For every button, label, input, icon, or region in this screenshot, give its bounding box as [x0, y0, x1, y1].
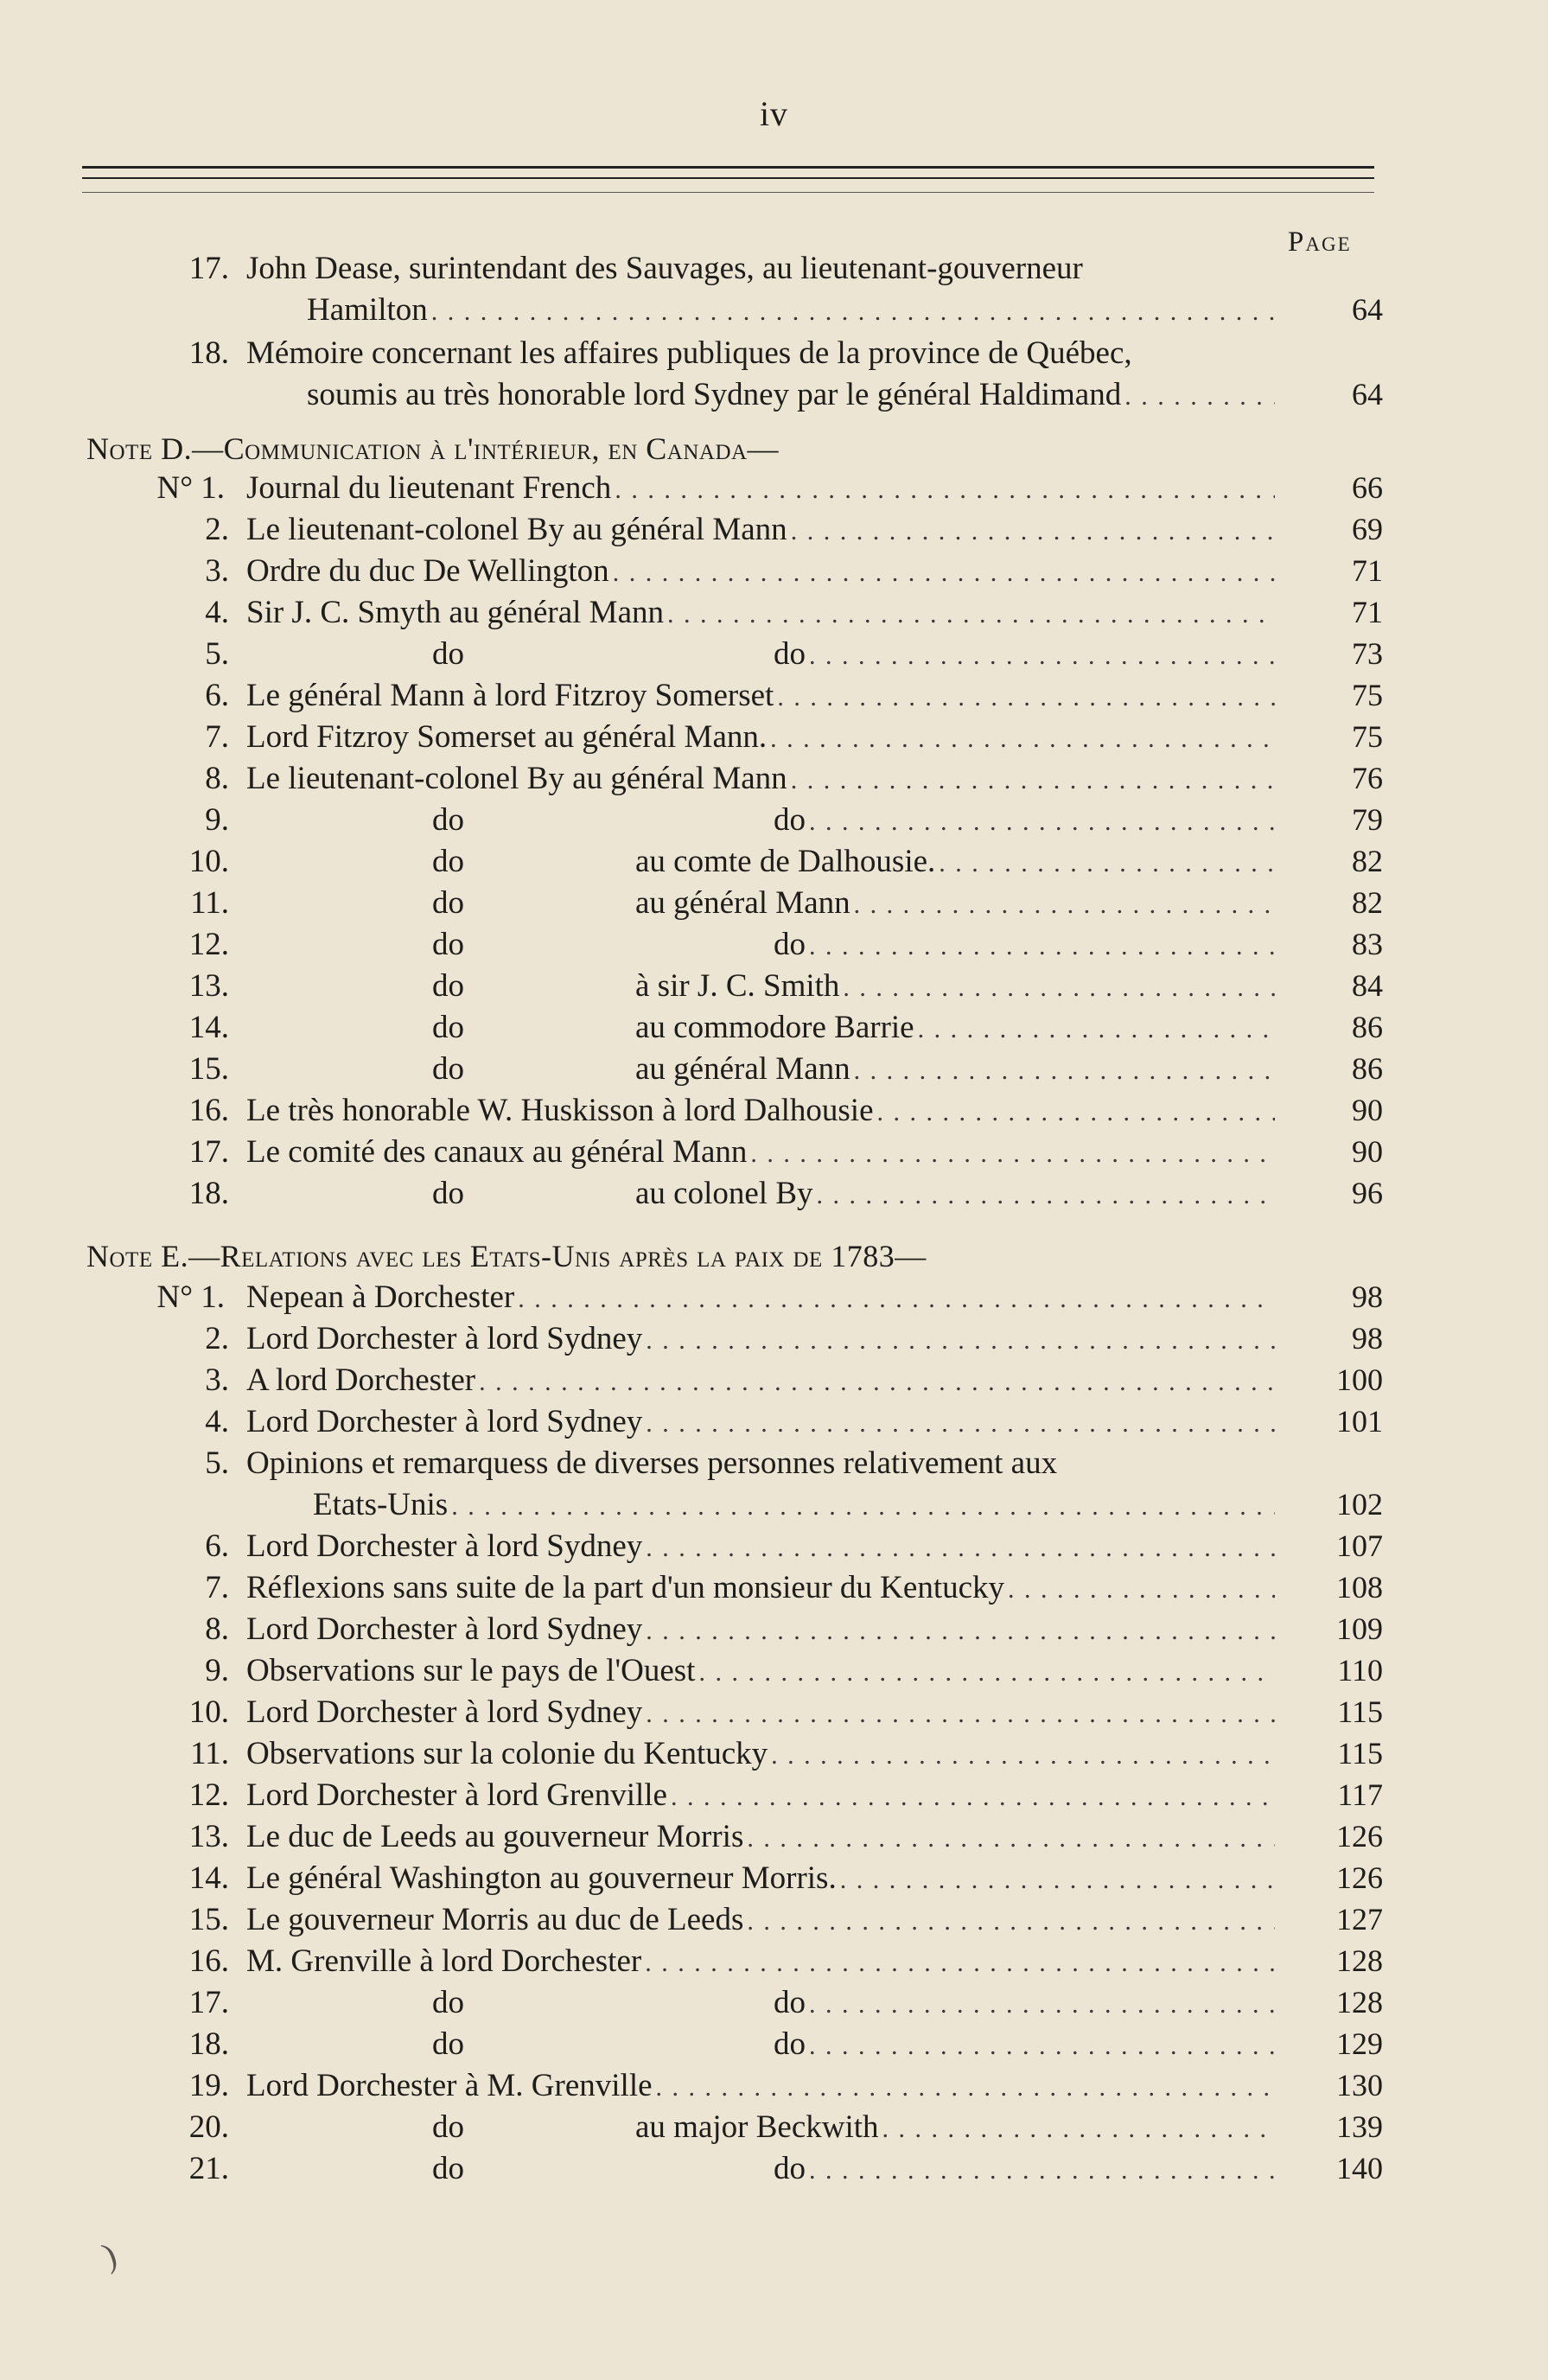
- entry-number: 17.: [188, 1134, 229, 1170]
- dot-leader: [791, 768, 1275, 794]
- entry-page: 98: [1352, 1321, 1383, 1356]
- dot-leader: [791, 519, 1275, 545]
- entry-title: Le lieutenant-colonel By au général Mann: [246, 761, 787, 796]
- entry-page: 86: [1352, 1051, 1383, 1086]
- toc-entry: [0, 680, 1548, 714]
- entry-number: 11.: [190, 1736, 229, 1771]
- entry-number: 19.: [188, 2068, 229, 2103]
- entry-title-row: [246, 1530, 1275, 1562]
- ditto-recipient: do: [774, 927, 806, 962]
- entry-number: 20.: [188, 2109, 229, 2145]
- entry-title-row: [246, 1696, 1275, 1728]
- entry-number: 7.: [205, 719, 229, 755]
- entry-number: 12.: [188, 1777, 229, 1813]
- entry-title: Lord Dorchester à lord Sydney: [246, 1528, 643, 1564]
- toc-entry: [0, 1530, 1548, 1565]
- entry-page: 71: [1352, 553, 1383, 588]
- entry-number: 13.: [188, 1819, 229, 1854]
- toc-entry: [0, 1011, 1548, 1046]
- entry-title-row: [246, 762, 1275, 794]
- entry-number: 5.: [205, 1445, 229, 1481]
- ditto-author: do: [432, 2109, 464, 2145]
- entry-title-row: [246, 1094, 1275, 1126]
- entry-page: 129: [1336, 2026, 1383, 2061]
- entry-title-row: [246, 1323, 1275, 1355]
- dot-leader: [771, 1743, 1275, 1769]
- entry-number: 6.: [205, 1528, 229, 1564]
- entry-number: 11.: [190, 885, 229, 921]
- header-rule-thin: [82, 177, 1374, 179]
- entry-number: 9.: [205, 802, 229, 838]
- toc-entry: [0, 1738, 1548, 1772]
- ditto-author: do: [432, 927, 464, 962]
- entry-page: 98: [1352, 1279, 1383, 1314]
- toc-entry: [0, 845, 1548, 880]
- entry-title-row: [246, 555, 1275, 587]
- ditto-recipient-row: [635, 970, 1275, 1002]
- entry-page: 75: [1352, 678, 1383, 712]
- entry-number: 14.: [188, 1010, 229, 1045]
- toc-entry: [0, 597, 1548, 631]
- entry-title-row: [246, 680, 1275, 711]
- entry-title: Le gouverneur Morris au duc de Leeds: [246, 1902, 744, 1937]
- entry-page: 101: [1336, 1404, 1383, 1439]
- dot-leader: [615, 477, 1275, 503]
- ditto-recipient: do: [774, 2026, 806, 2062]
- entry-number: 4.: [205, 595, 229, 630]
- entry-page: 83: [1352, 927, 1383, 961]
- entry-page: 109: [1336, 1611, 1383, 1646]
- ditto-author: do: [432, 968, 464, 1004]
- entry-number: 5.: [205, 636, 229, 672]
- entry-title: Le général Mann à lord Fitzroy Somerset: [246, 678, 774, 713]
- entry-title: Journal du lieutenant French: [246, 470, 612, 506]
- entry-number: 13.: [188, 968, 229, 1004]
- ditto-recipient: au général Mann: [635, 1051, 850, 1087]
- entry-title-line: soumis au très honorable lord Sydney par le général Haldimand: [307, 377, 1122, 412]
- entry-number: 16.: [188, 1093, 229, 1128]
- entry-title-row: [246, 1904, 1275, 1936]
- toc-entry: [0, 1821, 1548, 1855]
- entry-page: 73: [1352, 636, 1383, 671]
- entry-number: 10.: [188, 1694, 229, 1730]
- entry-title-row: [307, 379, 1275, 411]
- toc-entry: [0, 555, 1548, 590]
- ditto-recipient: do: [774, 636, 806, 672]
- entry-page: 76: [1352, 761, 1383, 795]
- toc-entry: [0, 887, 1548, 922]
- toc-entry: [0, 1053, 1548, 1088]
- dot-leader: [451, 1494, 1275, 1520]
- entry-page: 107: [1336, 1528, 1383, 1563]
- ditto-recipient: au comte de Dalhousie.: [635, 844, 936, 879]
- toc-entry: [0, 1613, 1548, 1648]
- entry-title-row: [246, 1406, 1275, 1438]
- dot-leader: [667, 602, 1275, 628]
- entry-title-row: [246, 1945, 1275, 1977]
- entry-title-row: [246, 1281, 1275, 1313]
- entry-title: Observations sur la colonie du Kentucky: [246, 1736, 768, 1771]
- dot-leader: [817, 1183, 1275, 1209]
- dot-leader: [809, 2033, 1275, 2059]
- entry-title-row: [246, 1779, 1275, 1811]
- ditto-recipient-row: [635, 1177, 1275, 1209]
- entry-page: 84: [1352, 968, 1383, 1003]
- entry-title-row: [246, 1821, 1275, 1853]
- toc-entry: [0, 1177, 1548, 1212]
- entry-page: 115: [1337, 1736, 1383, 1771]
- entry-title-row: [246, 597, 1275, 628]
- dot-leader: [843, 975, 1275, 1001]
- entry-page: 127: [1336, 1902, 1383, 1937]
- entry-page: 128: [1336, 1985, 1383, 2019]
- entry-page: 90: [1352, 1093, 1383, 1127]
- toc-entry: [0, 472, 1548, 507]
- entry-number: 6.: [205, 678, 229, 713]
- dot-leader: [646, 1618, 1275, 1644]
- dot-leader: [747, 1826, 1275, 1852]
- dot-leader: [646, 1411, 1275, 1437]
- ditto-recipient: au colonel By: [635, 1176, 813, 1211]
- entry-page: 64: [1352, 377, 1383, 412]
- toc-entry: [0, 1364, 1548, 1399]
- toc-entry: [0, 762, 1548, 797]
- entry-title: Lord Dorchester à lord Sydney: [246, 1694, 643, 1730]
- toc-entry: [0, 1904, 1548, 1938]
- ditto-author: do: [432, 1051, 464, 1087]
- note-e-title: Relations avec les Etats-Unis après la paix de 1783—: [220, 1239, 927, 1273]
- ditto-recipient-row: [635, 887, 1275, 919]
- entry-title: M. Grenville à lord Dorchester: [246, 1943, 642, 1979]
- ditto-recipient: au commodore Barrie: [635, 1010, 914, 1045]
- dot-leader: [431, 299, 1275, 325]
- entry-page: 140: [1336, 2151, 1383, 2185]
- ditto-recipient-row: [774, 638, 1275, 670]
- ditto-recipient: au major Beckwith: [635, 2109, 879, 2145]
- entry-page: 117: [1337, 1777, 1383, 1812]
- entry-page: 108: [1336, 1570, 1383, 1605]
- header-rule-thick: [82, 166, 1374, 169]
- entry-number: 2.: [205, 1321, 229, 1356]
- entry-title-line: Mémoire concernant les affaires publiques de la province de Québec,: [246, 335, 1132, 371]
- entry-title: Le très honorable W. Huskisson à lord Dalhousie: [246, 1093, 874, 1128]
- dot-leader: [854, 892, 1275, 918]
- entry-page: 110: [1337, 1653, 1383, 1688]
- dot-leader: [613, 560, 1275, 586]
- dot-leader: [770, 726, 1275, 752]
- ditto-recipient: do: [774, 1985, 806, 2020]
- note-e-prefix: Note E.—: [86, 1239, 220, 1273]
- toc-entry: [0, 928, 1548, 963]
- entry-title-line: Opinions et remarquess de diverses personnes relativement aux: [246, 1445, 1058, 1481]
- entry-number: 15.: [188, 1051, 229, 1087]
- entry-number: 7.: [205, 1570, 229, 1605]
- entry-title-row: [246, 1862, 1275, 1894]
- entry-title-row: [246, 1572, 1275, 1604]
- toc-entry: [0, 2028, 1548, 2063]
- entry-number: 12.: [188, 927, 229, 962]
- entry-page: 126: [1336, 1860, 1383, 1895]
- entry-page: 79: [1352, 802, 1383, 837]
- ditto-recipient-row: [635, 1011, 1275, 1043]
- ditto-recipient-row: [774, 804, 1275, 836]
- dot-leader: [750, 1141, 1275, 1167]
- ditto-author: do: [432, 1010, 464, 1045]
- entry-page: 90: [1352, 1134, 1383, 1169]
- entry-page: 86: [1352, 1010, 1383, 1044]
- entry-number: 10.: [188, 844, 229, 879]
- dot-leader: [777, 685, 1275, 711]
- toc-entry: [0, 1945, 1548, 1980]
- entry-title: Observations sur le pays de l'Ouest: [246, 1653, 696, 1688]
- dot-leader: [882, 2116, 1275, 2142]
- entry-title: Ordre du duc De Wellington: [246, 553, 609, 589]
- entry-page: 100: [1336, 1362, 1383, 1397]
- toc-entry: [0, 1094, 1548, 1129]
- page-column-header: Page: [1288, 227, 1352, 258]
- entry-page: 115: [1337, 1694, 1383, 1729]
- toc-entry: [0, 514, 1548, 548]
- entry-title-row: [246, 472, 1275, 504]
- entry-title-row: [246, 721, 1275, 753]
- entry-page: 71: [1352, 595, 1383, 629]
- ditto-recipient-row: [635, 2111, 1275, 2143]
- toc-entry: [0, 1779, 1548, 1814]
- note-e-heading: [86, 1238, 927, 1274]
- entry-number: N° 1.: [156, 470, 225, 506]
- entry-number: 2.: [205, 512, 229, 547]
- dot-leader: [809, 1992, 1275, 2018]
- entry-number: 14.: [188, 1860, 229, 1896]
- ditto-author: do: [432, 844, 464, 879]
- dot-leader: [656, 2075, 1275, 2101]
- entry-title-row: [313, 1489, 1275, 1521]
- entry-title-row: [307, 294, 1275, 326]
- entry-number: 18.: [188, 1176, 229, 1211]
- entry-title: A lord Dorchester: [246, 1362, 476, 1398]
- ditto-recipient: do: [774, 802, 806, 838]
- entry-title: Lord Dorchester à M. Grenville: [246, 2068, 653, 2103]
- ditto-recipient-row: [774, 2028, 1275, 2060]
- entry-number: 15.: [188, 1902, 229, 1937]
- note-d-prefix: Note D.—: [86, 431, 224, 466]
- entry-title: Lord Fitzroy Somerset au général Mann.: [246, 719, 768, 755]
- entry-title: Lord Dorchester à lord Sydney: [246, 1404, 643, 1439]
- dot-leader: [518, 1286, 1275, 1312]
- entry-page: 82: [1352, 844, 1383, 878]
- page-number: iv: [759, 94, 789, 133]
- toc-entry: [0, 970, 1548, 1005]
- ditto-author: do: [432, 1176, 464, 1211]
- dot-leader: [671, 1784, 1275, 1810]
- ditto-recipient: à sir J. C. Smith: [635, 968, 840, 1004]
- entry-title-row: [246, 514, 1275, 546]
- entry-title-row: [246, 1738, 1275, 1770]
- dot-leader: [877, 1100, 1276, 1126]
- toc-entry: [0, 1281, 1548, 1316]
- toc-entry: [0, 1406, 1548, 1440]
- dot-leader: [840, 1867, 1275, 1893]
- entry-number: 9.: [205, 1653, 229, 1688]
- dot-leader: [809, 2158, 1275, 2184]
- entry-title: Lord Dorchester à lord Sydney: [246, 1321, 643, 1356]
- entry-title: Le général Washington au gouverneur Morris.: [246, 1860, 837, 1896]
- entry-number: 17.: [188, 251, 229, 286]
- entry-page: 64: [1352, 292, 1383, 327]
- ditto-recipient-row: [774, 928, 1275, 960]
- entry-number: 17.: [188, 1985, 229, 2020]
- dot-leader: [646, 1328, 1275, 1354]
- entry-title-row: [246, 1655, 1275, 1687]
- entry-number: 3.: [205, 553, 229, 589]
- entry-title-row: [246, 1364, 1275, 1396]
- entry-page: 75: [1352, 719, 1383, 754]
- entry-title: Réflexions sans suite de la part d'un monsieur du Kentucky: [246, 1570, 1005, 1605]
- toc-entry: [0, 2111, 1548, 2146]
- toc-entry: [0, 721, 1548, 756]
- entry-title: Le comité des canaux au général Mann: [246, 1134, 748, 1170]
- entry-title-line: John Dease, surintendant des Sauvages, au lieutenant-gouverneur: [246, 251, 1083, 286]
- entry-title-row: [246, 1136, 1275, 1168]
- entry-number: 21.: [188, 2151, 229, 2186]
- dot-leader: [854, 1058, 1275, 1084]
- ditto-author: do: [432, 1985, 464, 2020]
- header-rule-hairline: [82, 192, 1374, 193]
- ditto-author: do: [432, 636, 464, 672]
- ditto-author: do: [432, 2151, 464, 2186]
- entry-title: Le duc de Leeds au gouverneur Morris: [246, 1819, 744, 1854]
- ditto-author: do: [432, 885, 464, 921]
- toc-entry: [0, 1136, 1548, 1171]
- toc-entry: [0, 1862, 1548, 1897]
- ditto-recipient-row: [774, 1987, 1275, 2019]
- ditto-recipient-row: [635, 1053, 1275, 1085]
- dot-leader: [1124, 384, 1275, 410]
- entry-page: 82: [1352, 885, 1383, 920]
- toc-entry: [0, 1987, 1548, 2021]
- ditto-recipient: do: [774, 2151, 806, 2186]
- dot-leader: [747, 1909, 1275, 1935]
- dot-leader: [809, 643, 1275, 669]
- entry-title: Le lieutenant-colonel By au général Mann: [246, 512, 787, 547]
- entry-number: 3.: [205, 1362, 229, 1398]
- entry-title: Sir J. C. Smyth au général Mann: [246, 595, 665, 630]
- entry-title-row: [246, 2070, 1275, 2102]
- note-d-heading: [86, 431, 779, 467]
- entry-page: 69: [1352, 512, 1383, 546]
- entry-number: 8.: [205, 1611, 229, 1647]
- dot-leader: [645, 1950, 1275, 1976]
- entry-page: 139: [1336, 2109, 1383, 2144]
- entry-page: 130: [1336, 2068, 1383, 2102]
- dot-leader: [809, 934, 1275, 960]
- toc-entry: [0, 2070, 1548, 2104]
- entry-page: 96: [1352, 1176, 1383, 1210]
- entry-number: 16.: [188, 1943, 229, 1979]
- entry-number: N° 1.: [156, 1279, 225, 1315]
- entry-number: 18.: [188, 2026, 229, 2062]
- entry-page: 66: [1352, 470, 1383, 505]
- entry-title: Lord Dorchester à lord Grenville: [246, 1777, 667, 1813]
- entry-title-line: Hamilton: [307, 292, 428, 328]
- ditto-author: do: [432, 2026, 464, 2062]
- toc-entry: [0, 804, 1548, 839]
- toc-entry: [0, 638, 1548, 673]
- entry-title: Lord Dorchester à lord Sydney: [246, 1611, 643, 1647]
- entry-number: 18.: [188, 335, 229, 371]
- dot-leader: [698, 1660, 1275, 1686]
- toc-entry: [0, 2153, 1548, 2187]
- toc-entry: [0, 1696, 1548, 1731]
- note-d-title: Communication à l'intérieur, en Canada—: [223, 431, 780, 466]
- entry-title-line: Etats-Unis: [313, 1487, 449, 1522]
- entry-page: 128: [1336, 1943, 1383, 1978]
- entry-title: Nepean à Dorchester: [246, 1279, 515, 1315]
- ditto-recipient-row: [635, 845, 1275, 877]
- ditto-author: do: [432, 802, 464, 838]
- entry-title-row: [246, 1613, 1275, 1645]
- ink-mark: ): [97, 2235, 122, 2275]
- toc-entry: [0, 1655, 1548, 1689]
- dot-leader: [809, 809, 1275, 835]
- dot-leader: [918, 1017, 1275, 1043]
- ditto-recipient: au général Mann: [635, 885, 850, 921]
- toc-entry: [0, 1323, 1548, 1357]
- dot-leader: [479, 1369, 1275, 1395]
- dot-leader: [646, 1535, 1275, 1561]
- dot-leader: [939, 851, 1275, 877]
- dot-leader: [1008, 1577, 1275, 1603]
- dot-leader: [646, 1701, 1275, 1727]
- toc-entry: [0, 1572, 1548, 1606]
- entry-number: 8.: [205, 761, 229, 796]
- entry-page: 126: [1336, 1819, 1383, 1854]
- entry-number: 4.: [205, 1404, 229, 1439]
- ditto-recipient-row: [774, 2153, 1275, 2185]
- entry-page: 102: [1336, 1487, 1383, 1522]
